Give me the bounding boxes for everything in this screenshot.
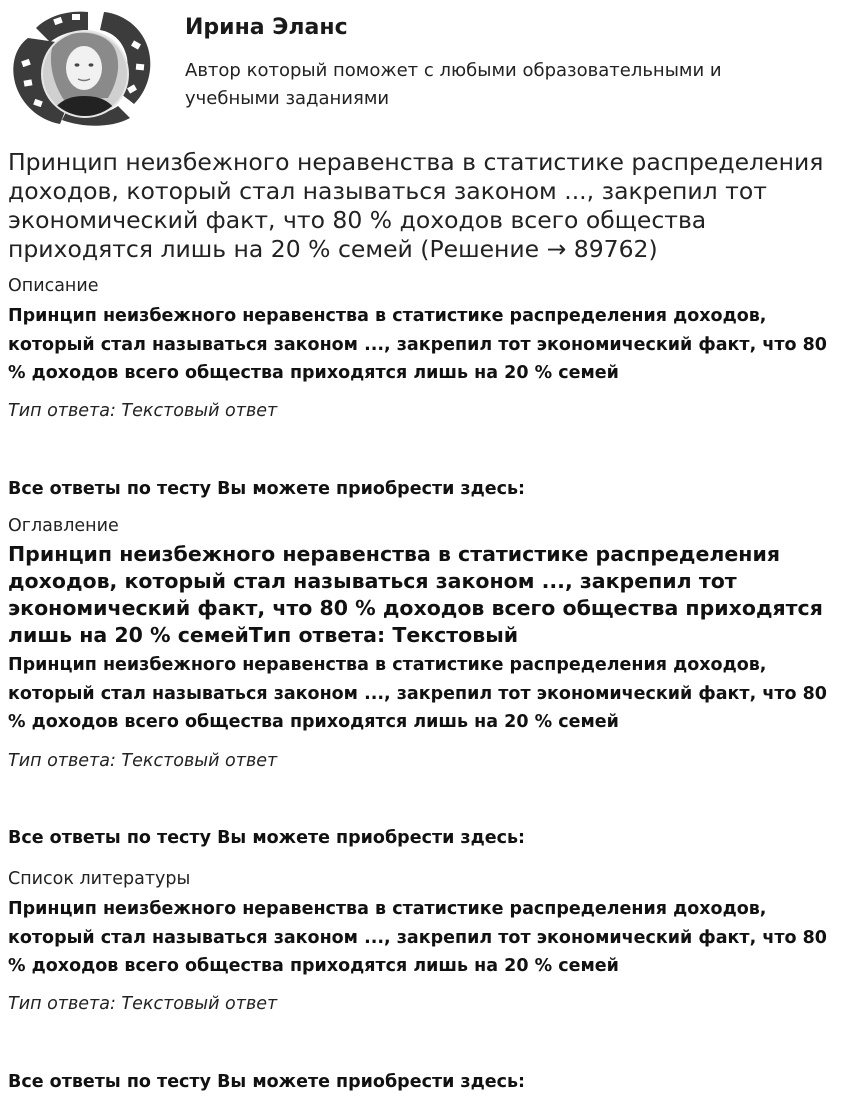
section-label: Оглавление	[8, 516, 119, 536]
answer-type: Тип ответа: Текстовый ответ	[8, 400, 278, 421]
section-label: Описание	[8, 276, 99, 296]
author-block	[8, 8, 839, 128]
section-heading: Принцип неизбежного неравенства в статистике распределения доходов, который стал называться законом ..., закрепил тот экономический факт, что 80 % доходов всего общества приходятся лишь на 20 % семейТип ответа: Текстовый	[8, 542, 823, 647]
section-text: Принцип неизбежного неравенства в статистике распределения доходов, который стал называться законом ..., закрепил тот экономический факт, что 80 % доходов всего общества приходятся лишь на 20 % семей	[8, 655, 827, 732]
section-description	[8, 275, 839, 500]
page-title: Принцип неизбежного неравенства в статистике распределения доходов, который стал называться законом ..., закрепил тот экономический факт, что 80 % доходов всего общества приходятся лишь на 20 % семей (Решение → 89762)	[8, 148, 824, 263]
author-name[interactable]: Ирина Эланс	[185, 15, 348, 40]
author-avatar[interactable]	[8, 8, 154, 126]
section-label: Список литературы	[8, 869, 191, 889]
section-literature	[8, 868, 839, 1093]
buy-link-text[interactable]: Все ответы по тесту Вы можете приобрести здесь:	[8, 478, 526, 499]
buy-link-text[interactable]: Все ответы по тесту Вы можете приобрести здесь:	[8, 827, 526, 848]
section-text: Принцип неизбежного неравенства в статистике распределения доходов, который стал называться законом ..., закрепил тот экономический факт, что 80 % доходов всего общества приходятся лишь на 20 % семей	[8, 899, 827, 976]
answer-type: Тип ответа: Текстовый ответ	[8, 750, 278, 771]
section-contents	[8, 515, 839, 849]
section-text: Принцип неизбежного неравенства в статистике распределения доходов, который стал называться законом ..., закрепил тот экономический факт, что 80 % доходов всего общества приходятся лишь на 20 % семей	[8, 306, 827, 383]
answer-type: Тип ответа: Текстовый ответ	[8, 993, 278, 1014]
buy-link-text[interactable]: Все ответы по тесту Вы можете приобрести здесь:	[8, 1071, 526, 1092]
author-description: Автор который поможет с любыми образовательными и учебными заданиями	[185, 60, 722, 109]
